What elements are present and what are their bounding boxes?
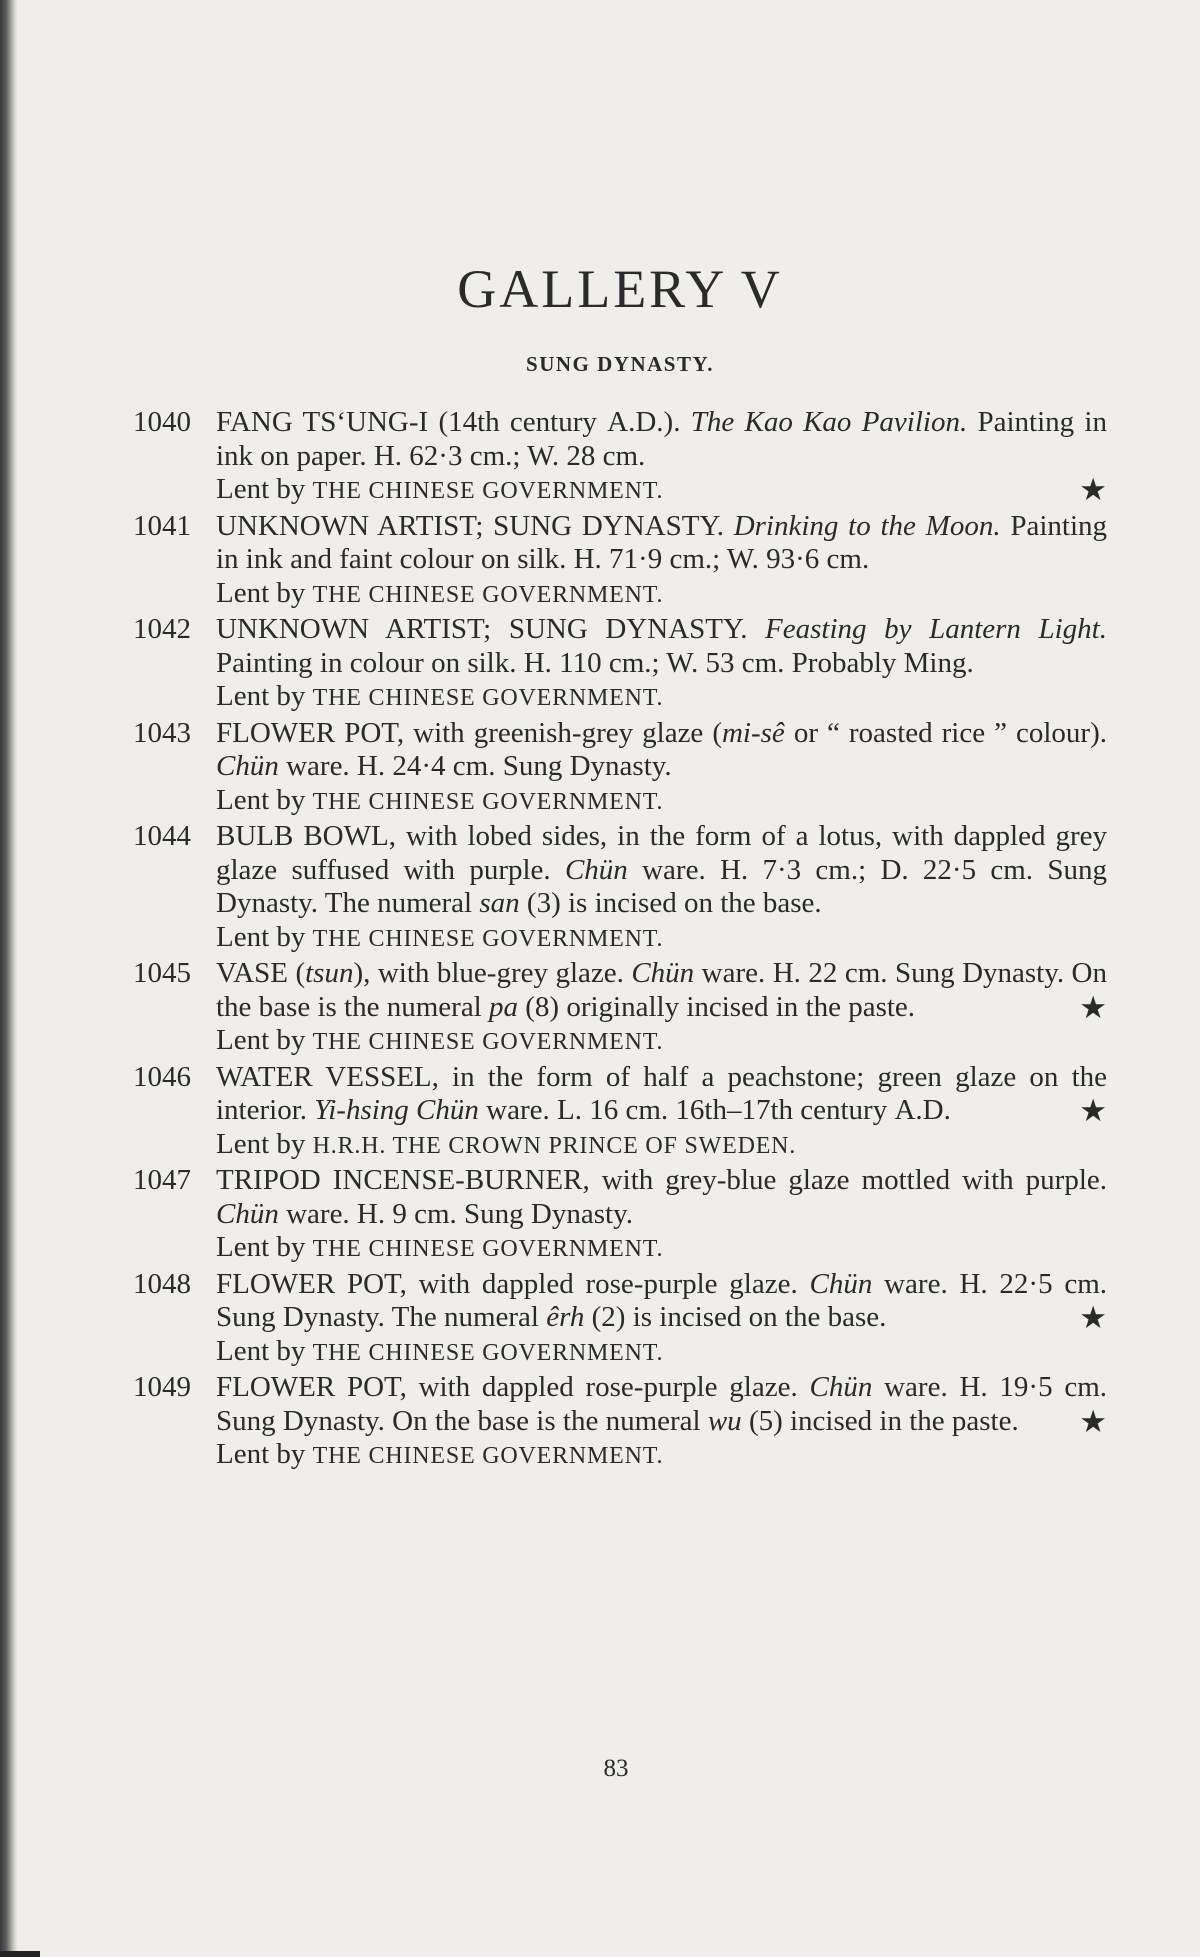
entry-number: 1042 (133, 613, 191, 645)
italic-text: san (479, 887, 520, 919)
bottom-edge-mark (0, 1951, 40, 1957)
lender-name: THE CHINESE GOVERNMENT. (312, 1443, 664, 1469)
star-icon: ★ (1079, 472, 1107, 507)
entry-text: or “ roasted rice ” colour). (784, 716, 1107, 749)
lender-name: THE CHINESE GOVERNMENT. (312, 478, 664, 504)
lent-by-prefix: Lent by (216, 473, 313, 505)
entry-description (216, 613, 1107, 680)
entry-text: ware. H. 9 cm. Sung Dynasty. (278, 1197, 633, 1230)
lent-by-prefix: Lent by (216, 576, 313, 609)
entry-text: FLOWER POT, with dappled rose-purple glaze. (216, 1371, 810, 1403)
entry-text: FLOWER POT, with greenish-grey glaze ( (216, 716, 722, 749)
catalogue-entry (133, 406, 1107, 509)
catalogue-entry (133, 717, 1107, 820)
entry-description (216, 1268, 1107, 1335)
lender-name: THE CHINESE GOVERNMENT. (312, 1236, 664, 1262)
lender-name: THE CHINESE GOVERNMENT. (312, 581, 664, 608)
lent-by-line (216, 577, 1107, 613)
entry-text: UNKNOWN ARTIST; SUNG DYNASTY. (216, 613, 766, 645)
lent-by-line (216, 784, 1107, 820)
entry-text: Painting in colour on silk. H. 110 cm.; W. 53 cm. Probably Ming. (216, 646, 974, 679)
catalogue-entry (133, 1268, 1107, 1371)
entry-number: 1044 (133, 820, 191, 852)
italic-text: tsun (305, 957, 354, 989)
lender-name: THE CHINESE GOVERNMENT. (312, 685, 664, 711)
entry-description (216, 957, 1107, 1024)
entry-text: ware. H. 7·3 cm.; D. 22·5 cm. Sung Dynasty. The numeral (216, 853, 1107, 919)
entry-text: VASE ( (216, 957, 306, 989)
entry-number: 1049 (133, 1371, 191, 1403)
italic-text: pa (489, 990, 518, 1023)
entry-text: ). (663, 406, 691, 438)
lent-by-prefix: Lent by (216, 1334, 313, 1367)
entry-text: (3) is incised on the base. (519, 887, 822, 919)
entry-text: ware. H. 19·5 cm. Sung Dynasty. On the base is the numeral (216, 1371, 1108, 1437)
entry-text: WATER VESSEL, in the form of half a peachstone; green glaze on the interior. (216, 1060, 1107, 1126)
italic-text: êrh (546, 1301, 585, 1333)
italic-text: The Kao Kao Pavilion. (690, 406, 968, 438)
lent-by-line (216, 1128, 1107, 1164)
entry-text: FLOWER POT, with dappled rose-purple glaze. (216, 1267, 810, 1300)
entry-text: ware. L. 16 cm. 16th–17th century (478, 1094, 895, 1126)
entry-text: Painting in ink on paper. H. 62·3 cm.; W. 28 cm. (216, 406, 1107, 472)
entry-text: Painting in ink and faint colour on silk. H. 71·9 cm.; W. 93·6 cm. (216, 509, 1108, 575)
entry-description (216, 510, 1107, 577)
catalogue-entry (133, 510, 1107, 613)
entry-description (216, 1164, 1107, 1231)
page-title: GALLERY V (457, 259, 783, 319)
entry-text: ware. H. 22·5 cm. Sung Dynasty. The numeral (216, 1267, 1108, 1333)
lent-by-line (216, 680, 1107, 716)
lender-name: THE CHINESE GOVERNMENT. (312, 925, 664, 952)
lender-name: H.R.H. THE CROWN PRINCE OF SWEDEN. (312, 1132, 797, 1159)
entry-number: 1048 (133, 1267, 191, 1300)
lent-by-prefix: Lent by (216, 1231, 313, 1263)
italic-text: Chün (809, 1371, 873, 1403)
lent-by-line (216, 1335, 1107, 1371)
entry-text: (2) is incised on the base. (584, 1301, 887, 1333)
lent-by-line (216, 1024, 1107, 1060)
entry-text: BULB BOWL, with lobed sides, in the form of a lotus, with dappled grey glaze suffused with purple. (216, 820, 1107, 886)
entry-number: 1040 (133, 406, 191, 438)
entry-description (216, 820, 1107, 921)
page-subtitle: SUNG DYNASTY. (526, 352, 714, 376)
lent-by-prefix: Lent by (216, 1024, 313, 1056)
italic-text: Feasting by Lantern Light. (765, 613, 1107, 645)
entry-text: TRIPOD INCENSE-BURNER, with grey-blue glaze mottled with purple. (216, 1164, 1107, 1196)
italic-text: Chün (564, 853, 628, 886)
entry-text: UNKNOWN ARTIST; SUNG DYNASTY. (216, 509, 734, 542)
star-icon: ★ (1079, 1300, 1107, 1335)
lent-by-line (216, 1438, 1107, 1474)
page-number: 83 (603, 1755, 629, 1782)
lent-by-line (216, 1231, 1107, 1267)
italic-text: Yi-hsing Chün (314, 1094, 479, 1126)
entry-number: 1046 (133, 1060, 191, 1093)
entry-text: ware. H. 22 cm. Sung Dynasty. On the base is the numeral (216, 957, 1108, 1023)
entry-text: A.D. (894, 1094, 951, 1126)
italic-text: Chün (216, 1197, 279, 1230)
entry-description (216, 717, 1107, 784)
catalogue-entries (133, 406, 1107, 1475)
entry-text: (8) originally incised in the paste. (518, 990, 916, 1023)
star-icon: ★ (1079, 1093, 1107, 1128)
catalogue-entry (133, 1164, 1107, 1267)
star-icon: ★ (1079, 989, 1107, 1025)
entry-number: 1043 (133, 716, 191, 749)
italic-text: Chün (216, 750, 279, 782)
italic-text: Chün (809, 1267, 873, 1300)
entry-number: 1041 (133, 509, 191, 542)
lender-name: THE CHINESE GOVERNMENT. (312, 788, 664, 815)
entry-text: A.D. (607, 406, 664, 438)
entry-description (216, 1371, 1107, 1438)
lent-by-prefix: Lent by (216, 920, 313, 953)
italic-text: Chün (631, 957, 695, 989)
lent-by-prefix: Lent by (216, 1127, 313, 1160)
italic-text: Drinking to the Moon. (733, 509, 1001, 542)
catalogue-entry (133, 1371, 1107, 1474)
catalogue-entry (133, 613, 1107, 716)
star-icon: ★ (1079, 1403, 1107, 1439)
catalogue-entry (133, 1061, 1107, 1164)
lent-by-line (216, 921, 1107, 957)
entry-number: 1047 (133, 1164, 191, 1196)
entry-text: (5) incised in the paste. (741, 1404, 1019, 1437)
lent-by-prefix: Lent by (216, 1438, 313, 1470)
catalogue-entry (133, 957, 1107, 1060)
italic-text: mi-sê (721, 716, 785, 749)
entry-description (216, 1061, 1107, 1128)
lender-name: THE CHINESE GOVERNMENT. (312, 1339, 664, 1366)
entry-text: FANG TS‘UNG-I (14th century (216, 406, 608, 438)
entry-text: ), with blue-grey glaze. (353, 957, 632, 989)
lent-by-line (216, 473, 1107, 509)
catalogue-entry (133, 820, 1107, 956)
lent-by-prefix: Lent by (216, 783, 313, 816)
entry-text: ware. H. 24·4 cm. Sung Dynasty. (278, 750, 672, 782)
lent-by-prefix: Lent by (216, 680, 313, 712)
italic-text: wu (707, 1404, 742, 1437)
entry-description (216, 406, 1107, 473)
entry-number: 1045 (133, 957, 191, 989)
lender-name: THE CHINESE GOVERNMENT. (312, 1029, 664, 1055)
